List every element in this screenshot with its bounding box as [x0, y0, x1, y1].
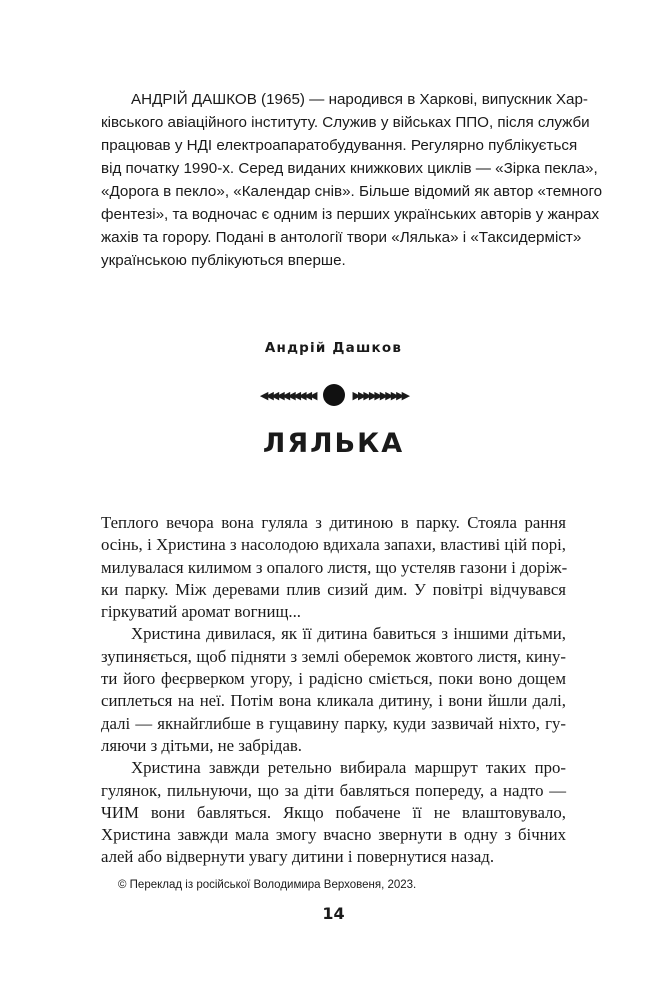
story-line: ки парку. Між деревами плив сизий дим. У повітрі відчувався	[101, 579, 566, 599]
bio-line: ківського авіаційного інституту. Служив у військах ППО, після служби	[101, 114, 590, 131]
story-line: зупиняється, щоб підняти з землі оберемок жовтого листя, кину-	[101, 646, 566, 666]
ornament-dot-icon	[323, 384, 345, 406]
story-line: далі — якнайглибше в гущавину парку, куди зазвичай ніхто, гу-	[101, 713, 566, 733]
bio-line: «Дорога в пекло», «Календар снів». Більше відомий як автор «темного	[101, 183, 603, 200]
story-line: алей або відвернути увагу дитини і повернутися назад.	[101, 847, 495, 867]
bio-line: АНДРІЙ ДАШКОВ (1965) — народився в Харкові, випускник Хар-	[131, 91, 588, 108]
story-line: гіркуватий аромат вогнищ...	[101, 602, 301, 622]
story-line: ЧИМ вони бавляться. Якщо побачене її не влаштовувало,	[101, 802, 566, 822]
page-number: 14	[322, 904, 345, 923]
bio-line: українською публікуються вперше.	[101, 252, 346, 269]
story-line: сиплеться на неї. Потім вона кликала дитину, і вони йшли далі,	[101, 691, 566, 711]
ornament-divider	[0, 384, 667, 406]
ornament-left-arrows-icon: ◀◀◀◀◀◀◀◀◀◀	[259, 388, 315, 402]
story-line: Христина дивилася, як її дитина бавиться з іншими дітьми,	[131, 624, 566, 644]
story-line: Христина завжди ретельно вибирала маршрут таких про-	[131, 758, 566, 778]
story-line: ляючи з дітьми, не забрідав.	[101, 735, 303, 755]
story-line: осінь, і Христина з насолодою вдихала запахи, властиві цій порі,	[101, 535, 566, 555]
bio-line: працював у НДІ електроапаратобудування. Регулярно публікується	[101, 137, 578, 154]
story-author: Андрій Дашков	[264, 340, 403, 356]
story-line: ти його феєрверком угору, і радісно сміється, поки воно дощем	[101, 669, 566, 689]
author-bio	[101, 88, 603, 272]
story-text	[101, 512, 566, 869]
bio-line: фентезі», та водночас є одним із перших українських авторів у жанрах	[101, 206, 600, 223]
bio-line: від початку 1990-х. Серед виданих книжкових циклів — «Зірка пекла»,	[101, 160, 598, 177]
bio-line: жахів та горору. Подані в антології твори «Лялька» і «Таксидерміст»	[101, 229, 582, 246]
translation-footnote: © Переклад із російської Володимира Верховеня, 2023.	[118, 879, 417, 891]
story-line: Теплого вечора вона гуляла з дитиною в парку. Стояла рання	[101, 513, 566, 532]
story-line: гулянок, пильнуючи, що за діти бавляться попереду, а надто —	[101, 780, 566, 800]
ornament-right-arrows-icon: ▶▶▶▶▶▶▶▶▶▶	[352, 388, 408, 402]
story-line: милувалася килимом з опалого листя, що устеляв газони і доріж-	[101, 557, 568, 577]
story-title: ЛЯЛЬКА	[262, 428, 405, 459]
story-line: Христина завжди мала змогу вчасно звернути в одну з бічних	[101, 825, 566, 845]
